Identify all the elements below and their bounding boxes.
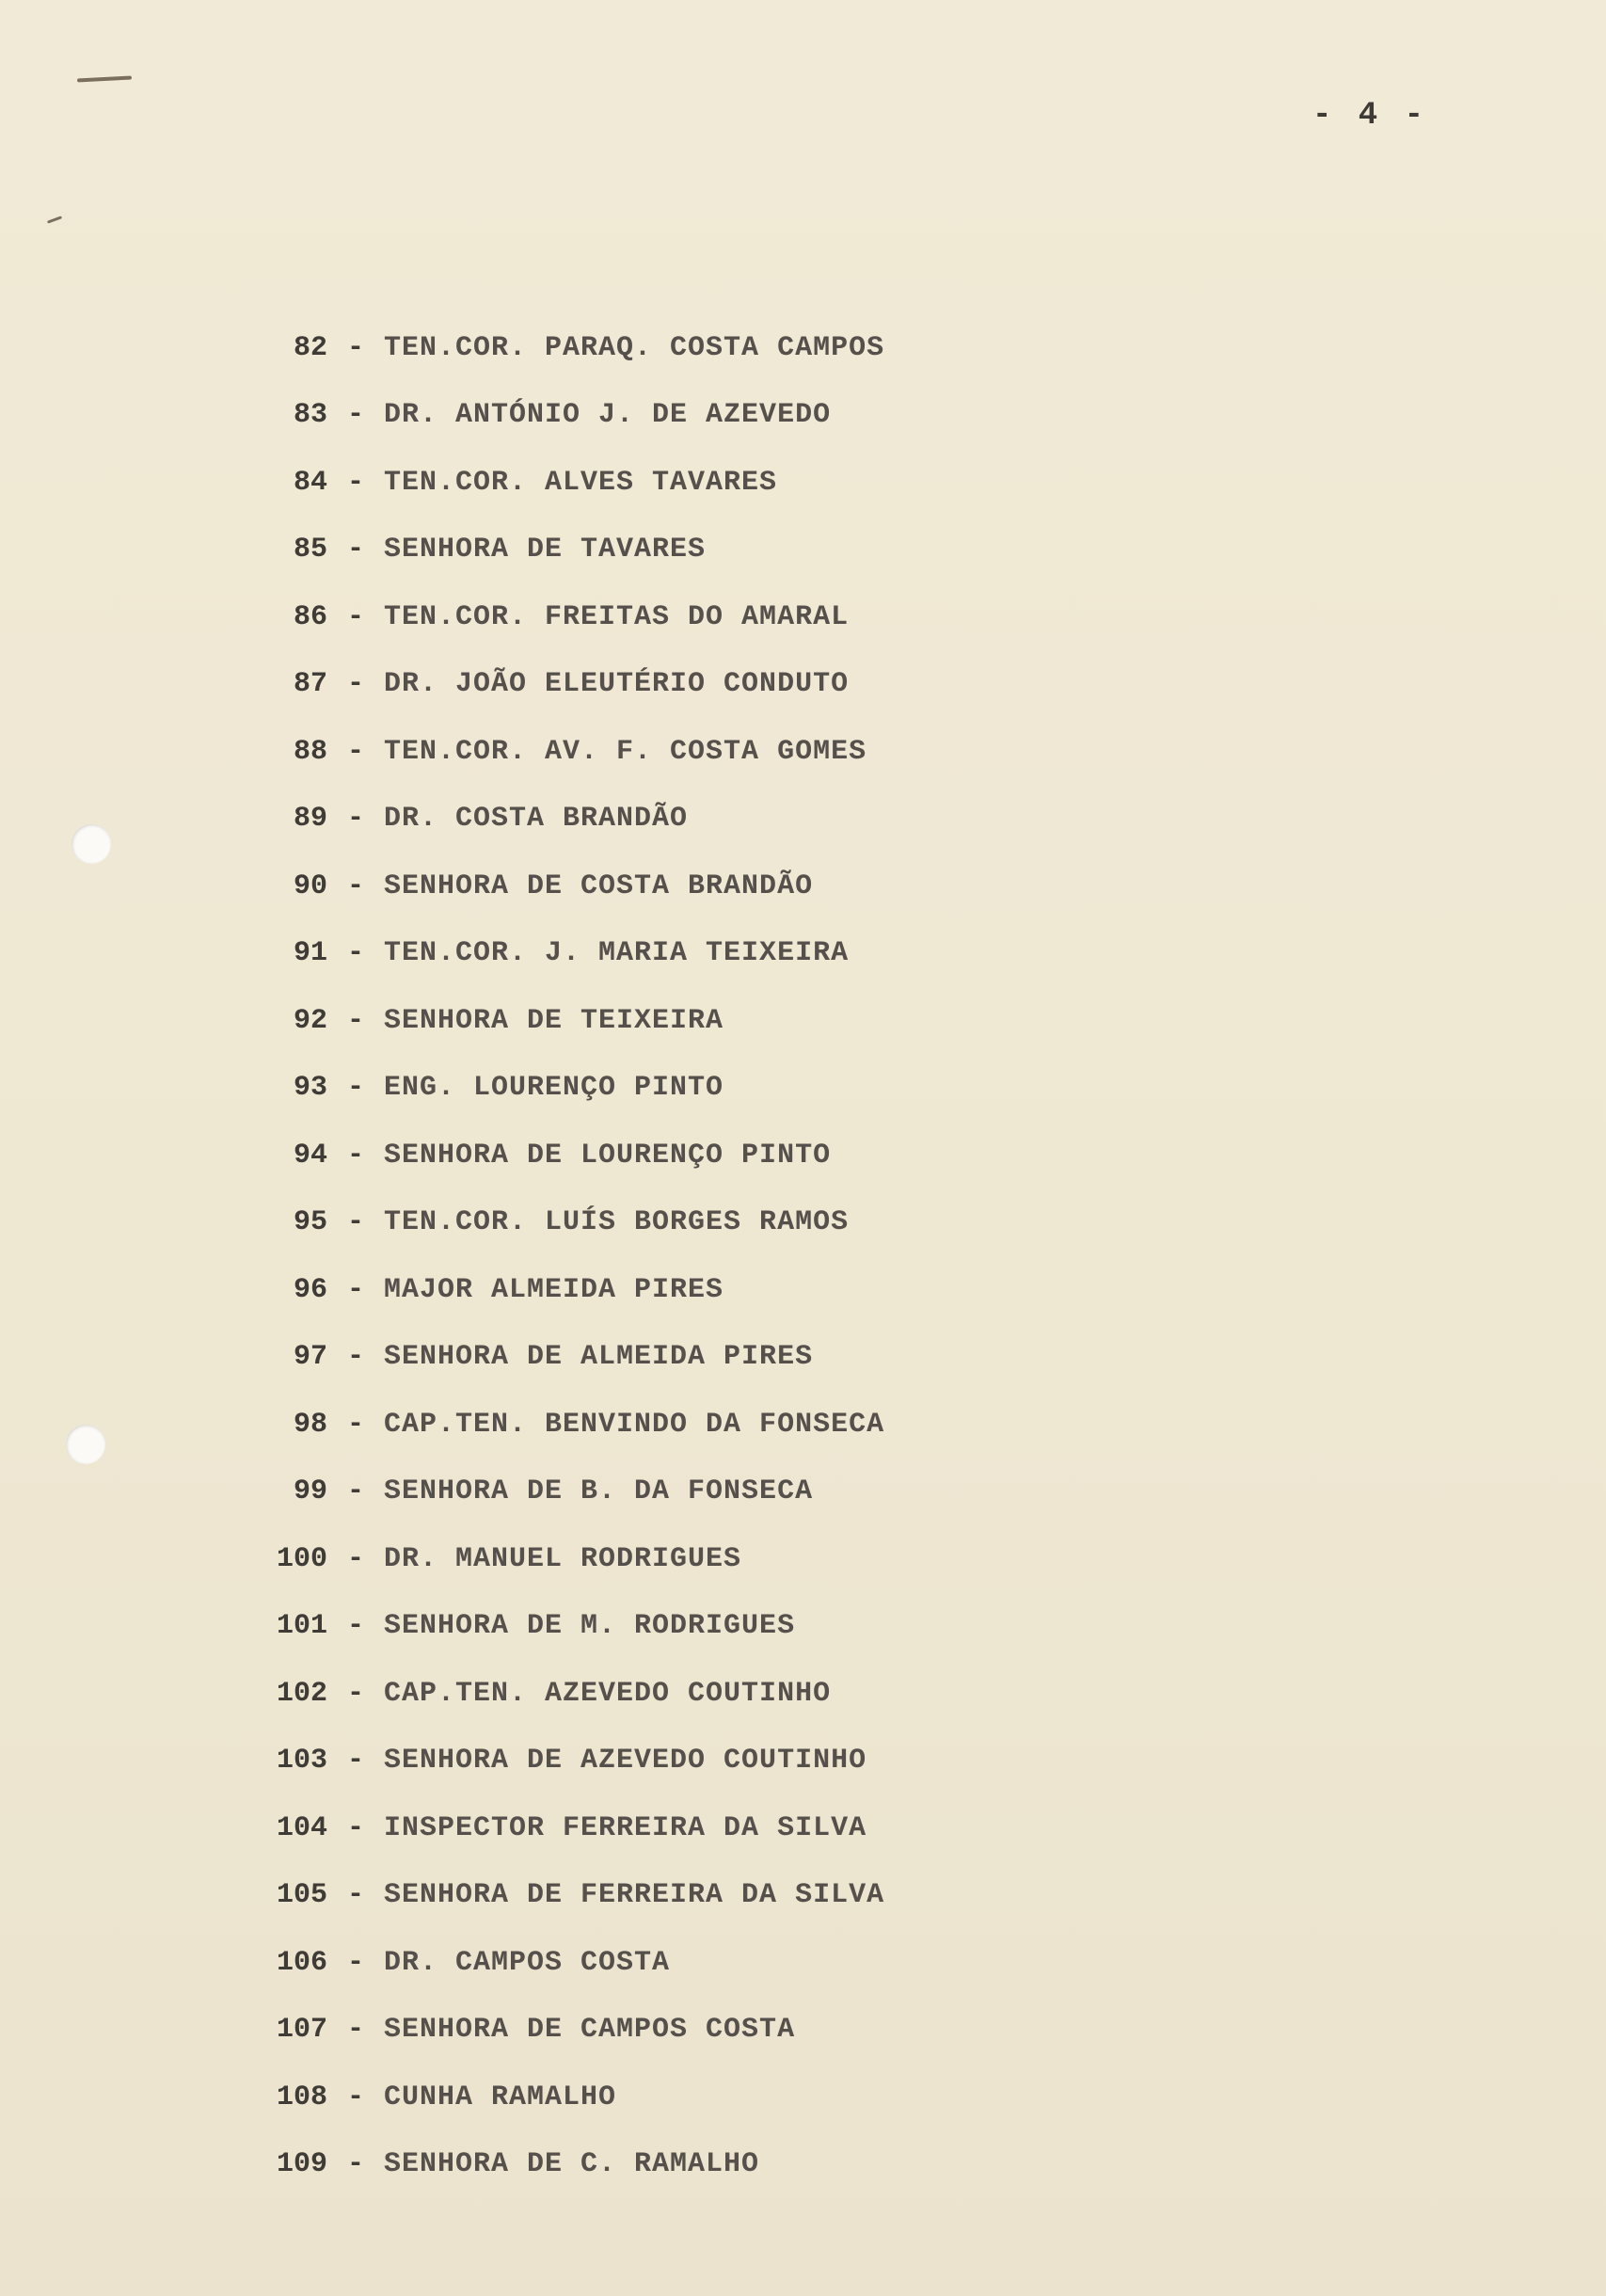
entry-separator: - xyxy=(346,668,364,701)
entry-number: 101 xyxy=(276,1610,327,1643)
entry-number: 85 xyxy=(293,534,327,566)
entry-name: SENHORA DE COSTA BRANDÃO xyxy=(384,869,814,902)
list-item xyxy=(226,651,884,719)
entry-separator: - xyxy=(346,1341,364,1374)
entry-number: 83 xyxy=(293,399,327,432)
entry-separator: - xyxy=(346,1610,364,1643)
entry-separator: - xyxy=(346,1542,364,1575)
entry-number: 86 xyxy=(293,600,327,633)
list-item xyxy=(226,987,884,1055)
list-item xyxy=(226,314,884,382)
entry-number: 99 xyxy=(293,1475,327,1508)
entry-number: 84 xyxy=(293,466,327,499)
entry-number: 97 xyxy=(293,1341,327,1374)
list-item xyxy=(226,1525,884,1593)
entry-number: 96 xyxy=(293,1273,327,1306)
entry-separator: - xyxy=(346,869,364,902)
list-item xyxy=(226,1593,884,1661)
entry-separator: - xyxy=(346,2148,364,2181)
entry-separator: - xyxy=(346,1072,364,1105)
entry-separator: - xyxy=(346,466,364,499)
list-item xyxy=(226,2064,884,2131)
entry-separator: - xyxy=(346,600,364,633)
entry-name: DR. COSTA BRANDÃO xyxy=(384,803,689,836)
entry-separator: - xyxy=(346,331,364,364)
entry-name: SENHORA DE LOURENÇO PINTO xyxy=(384,1139,832,1172)
entry-name: TEN.COR. FREITAS DO AMARAL xyxy=(384,600,850,633)
entry-separator: - xyxy=(346,1811,364,1844)
entry-name: DR. CAMPOS COSTA xyxy=(384,1946,671,1979)
entry-number: 108 xyxy=(276,2081,327,2113)
list-item xyxy=(226,1728,884,1795)
entry-number: 109 xyxy=(276,2148,327,2181)
entry-number: 89 xyxy=(293,803,327,836)
entry-name: SENHORA DE B. DA FONSECA xyxy=(384,1475,814,1508)
entry-name: CUNHA RAMALHO xyxy=(384,2081,617,2113)
entry-separator: - xyxy=(346,1139,364,1172)
list-item xyxy=(226,1862,884,1930)
entry-separator: - xyxy=(346,1677,364,1710)
entry-name: SENHORA DE CAMPOS COSTA xyxy=(384,2014,796,2047)
entry-name: SENHORA DE TEIXEIRA xyxy=(384,1004,724,1037)
list-item xyxy=(226,1122,884,1189)
list-item xyxy=(226,718,884,786)
entry-number: 94 xyxy=(293,1139,327,1172)
entry-name: TEN.COR. AV. F. COSTA GOMES xyxy=(384,735,867,768)
entry-separator: - xyxy=(346,735,364,768)
entry-name: DR. ANTÓNIO J. DE AZEVEDO xyxy=(384,399,832,432)
entry-name: SENHORA DE AZEVEDO COUTINHO xyxy=(384,1745,867,1778)
entry-number: 91 xyxy=(293,937,327,970)
entry-separator: - xyxy=(346,1273,364,1306)
punch-hole xyxy=(66,1425,105,1464)
entry-separator: - xyxy=(346,1879,364,1912)
entry-name: ENG. LOURENÇO PINTO xyxy=(384,1072,724,1105)
list-item xyxy=(226,1189,884,1257)
entry-separator: - xyxy=(346,2014,364,2047)
entry-name: TEN.COR. ALVES TAVARES xyxy=(384,466,778,499)
entry-number: 104 xyxy=(276,1811,327,1844)
entry-name: TEN.COR. LUÍS BORGES RAMOS xyxy=(384,1206,850,1239)
entry-number: 82 xyxy=(293,331,327,364)
ink-mark xyxy=(77,75,132,82)
entry-number: 90 xyxy=(293,869,327,902)
entry-number: 102 xyxy=(276,1677,327,1710)
entry-separator: - xyxy=(346,1946,364,1979)
entry-name: SENHORA DE ALMEIDA PIRES xyxy=(384,1341,814,1374)
list-item xyxy=(226,1660,884,1728)
list-item xyxy=(226,517,884,584)
entry-separator: - xyxy=(346,399,364,432)
punch-hole xyxy=(72,824,111,864)
list-item xyxy=(226,786,884,853)
entry-separator: - xyxy=(346,1206,364,1239)
list-item xyxy=(226,853,884,920)
entry-name: CAP.TEN. AZEVEDO COUTINHO xyxy=(384,1677,832,1710)
entry-number: 106 xyxy=(276,1946,327,1979)
entry-number: 100 xyxy=(276,1542,327,1575)
entry-separator: - xyxy=(346,1408,364,1441)
list-item xyxy=(226,1794,884,1862)
page-number: - 4 - xyxy=(1312,98,1427,134)
guest-list xyxy=(226,314,884,2198)
entry-separator: - xyxy=(346,2081,364,2113)
entry-number: 87 xyxy=(293,668,327,701)
entry-name: SENHORA DE C. RAMALHO xyxy=(384,2148,760,2181)
list-item xyxy=(226,1459,884,1526)
entry-number: 105 xyxy=(276,1879,327,1912)
entry-number: 88 xyxy=(293,735,327,768)
entry-number: 98 xyxy=(293,1408,327,1441)
entry-name: CAP.TEN. BENVINDO DA FONSECA xyxy=(384,1408,885,1441)
list-item xyxy=(226,1256,884,1324)
entry-separator: - xyxy=(346,534,364,566)
list-item xyxy=(226,920,884,988)
list-item xyxy=(226,1929,884,1997)
list-item xyxy=(226,1391,884,1459)
entry-name: DR. MANUEL RODRIGUES xyxy=(384,1542,742,1575)
entry-number: 107 xyxy=(276,2014,327,2047)
ink-mark xyxy=(47,215,62,223)
entry-separator: - xyxy=(346,1475,364,1508)
entry-name: DR. JOÃO ELEUTÉRIO CONDUTO xyxy=(384,668,850,701)
entry-name: SENHORA DE TAVARES xyxy=(384,534,707,566)
list-item xyxy=(226,1324,884,1392)
entry-name: SENHORA DE FERREIRA DA SILVA xyxy=(384,1879,885,1912)
entry-name: TEN.COR. J. MARIA TEIXEIRA xyxy=(384,937,850,970)
entry-number: 92 xyxy=(293,1004,327,1037)
entry-separator: - xyxy=(346,1004,364,1037)
entry-separator: - xyxy=(346,803,364,836)
entry-number: 93 xyxy=(293,1072,327,1105)
entry-separator: - xyxy=(346,1745,364,1778)
list-item xyxy=(226,2131,884,2199)
entry-name: TEN.COR. PARAQ. COSTA CAMPOS xyxy=(384,331,885,364)
list-item xyxy=(226,583,884,651)
entry-name: INSPECTOR FERREIRA DA SILVA xyxy=(384,1811,867,1844)
list-item xyxy=(226,1997,884,2065)
list-item xyxy=(226,1055,884,1123)
list-item xyxy=(226,449,884,517)
list-item xyxy=(226,382,884,450)
entry-separator: - xyxy=(346,937,364,970)
entry-number: 103 xyxy=(276,1745,327,1778)
entry-name: SENHORA DE M. RODRIGUES xyxy=(384,1610,796,1643)
entry-name: MAJOR ALMEIDA PIRES xyxy=(384,1273,724,1306)
entry-number: 95 xyxy=(293,1206,327,1239)
